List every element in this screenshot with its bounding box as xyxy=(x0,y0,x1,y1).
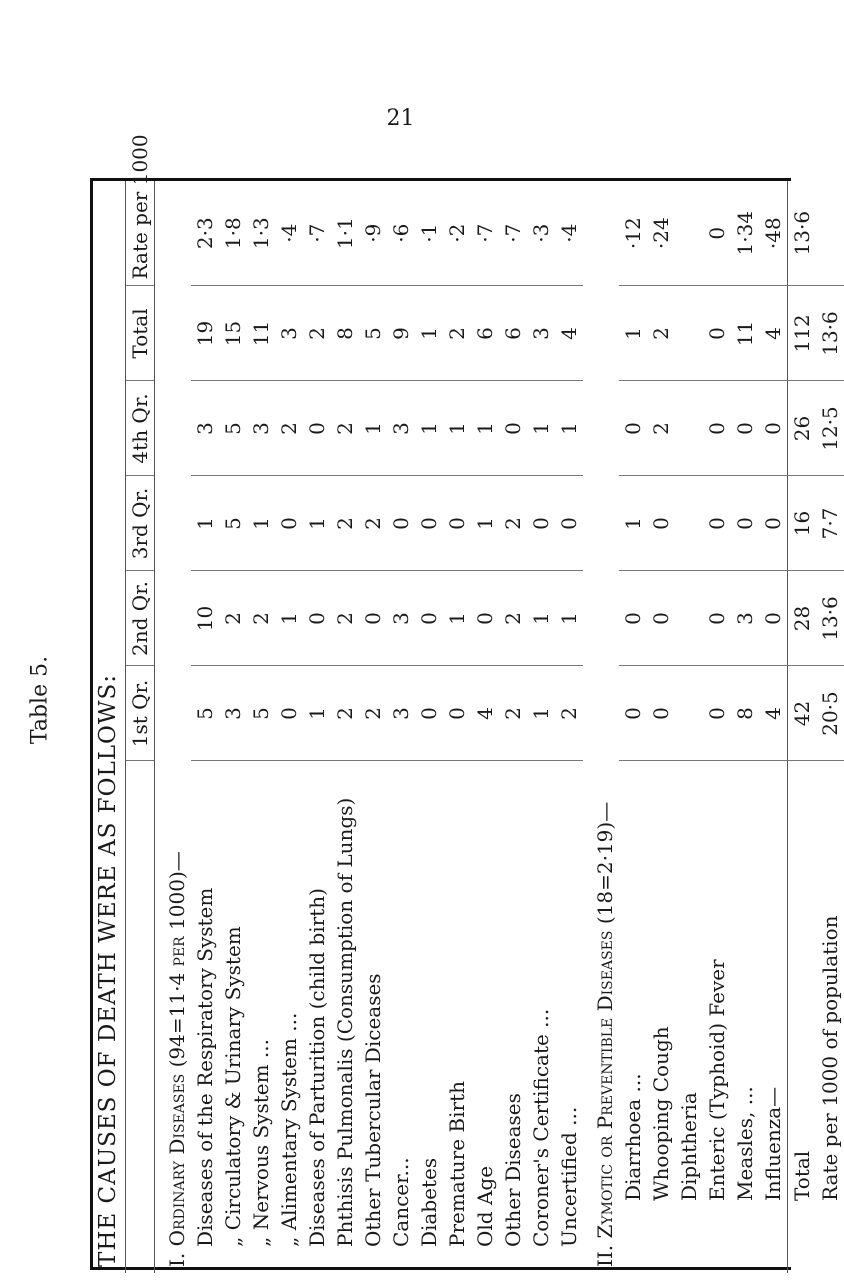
cell-rate: 13·6 xyxy=(787,181,816,286)
cell-q2: 0 xyxy=(703,571,731,666)
table-row xyxy=(499,181,527,1273)
table-row xyxy=(359,181,387,1273)
cell-q1: 5 xyxy=(247,666,275,761)
col-header-q3: 3rd Qr. xyxy=(125,476,154,571)
table-row xyxy=(647,181,675,1273)
cell-total: 11 xyxy=(731,286,759,381)
cell-q2: 13·6 xyxy=(816,571,844,666)
cell-q3: 0 xyxy=(555,476,583,571)
cell-q2: 10 xyxy=(191,571,219,666)
cell-q1: 1 xyxy=(527,666,555,761)
cell-rate xyxy=(675,181,703,286)
cell-total: 1 xyxy=(619,286,647,381)
cell-q1: 2 xyxy=(499,666,527,761)
cell-q1: 4 xyxy=(471,666,499,761)
cell-q2: 0 xyxy=(759,571,788,666)
cell-q4: 3 xyxy=(247,381,275,476)
table-row xyxy=(731,181,759,1273)
col-header-total: Total xyxy=(125,286,154,381)
cell-q1: 3 xyxy=(387,666,415,761)
table-row xyxy=(387,181,415,1273)
cell-rate: ·6 xyxy=(387,181,415,286)
cell-q3: 0 xyxy=(759,476,788,571)
col-header-q2: 2nd Qr. xyxy=(125,571,154,666)
cell-q3: 0 xyxy=(415,476,443,571)
cell-q1: 42 xyxy=(787,666,816,761)
cell-total: 5 xyxy=(359,286,387,381)
cell-q3: 1 xyxy=(619,476,647,571)
col-header-q1: 1st Qr. xyxy=(125,666,154,761)
cell-total: 9 xyxy=(387,286,415,381)
table-row xyxy=(275,181,303,1273)
cell-total: 0 xyxy=(703,286,731,381)
cell-rate: ·4 xyxy=(555,181,583,286)
cell-q4 xyxy=(675,381,703,476)
cell-q2: 2 xyxy=(499,571,527,666)
table-row xyxy=(415,181,443,1273)
cell-q1: 2 xyxy=(359,666,387,761)
col-header-q4: 4th Qr. xyxy=(125,381,154,476)
cell-total: 2 xyxy=(303,286,331,381)
cell-q3: 2 xyxy=(331,476,359,571)
cell-q4: 0 xyxy=(759,381,788,476)
cell-q2: 2 xyxy=(331,571,359,666)
cell-q4: 2 xyxy=(331,381,359,476)
cell-rate: ·3 xyxy=(527,181,555,286)
cell-q2: 2 xyxy=(247,571,275,666)
cell-rate: ·7 xyxy=(499,181,527,286)
table-row xyxy=(555,181,583,1273)
cell-total: 6 xyxy=(471,286,499,381)
cell-q4: 3 xyxy=(387,381,415,476)
cell-q1 xyxy=(675,666,703,761)
cell-q4: 1 xyxy=(415,381,443,476)
side-caption-text: Table 5. xyxy=(27,655,53,745)
table-row xyxy=(675,181,703,1273)
cell-total: 6 xyxy=(499,286,527,381)
cell-q1: 0 xyxy=(647,666,675,761)
cell-rate: ·1 xyxy=(415,181,443,286)
cell-q1: 0 xyxy=(703,666,731,761)
cell-q4: 2 xyxy=(275,381,303,476)
row-label: Rate per 1000 of population xyxy=(817,915,842,1201)
cell-q2 xyxy=(675,571,703,666)
cell-q2: 1 xyxy=(555,571,583,666)
table-row xyxy=(527,181,555,1273)
cell-rate: ·2 xyxy=(443,181,471,286)
row-label: Enteric (Typhoid) Fever xyxy=(704,959,729,1201)
cell-q3: 1 xyxy=(303,476,331,571)
cell-rate: 1·3 xyxy=(247,181,275,286)
cell-rate: 1·34 xyxy=(731,181,759,286)
row-label: Total xyxy=(787,761,816,1273)
causes-of-death-table xyxy=(93,134,844,1273)
cell-total: 4 xyxy=(555,286,583,381)
cell-q4: 1 xyxy=(443,381,471,476)
cell-q2: 2 xyxy=(219,571,247,666)
col-header-label xyxy=(125,761,154,1273)
cell-rate: ·48 xyxy=(759,181,788,286)
row-label: Cancer... xyxy=(388,1157,413,1247)
cell-q2: 0 xyxy=(359,571,387,666)
row-label: Premature Birth xyxy=(444,1081,469,1247)
cell-total: 2 xyxy=(647,286,675,381)
cell-total: 15 xyxy=(219,286,247,381)
cell-q3: 0 xyxy=(275,476,303,571)
cell-total: 19 xyxy=(191,286,219,381)
table-row xyxy=(331,181,359,1273)
cell-rate: ·7 xyxy=(471,181,499,286)
cell-q1: 5 xyxy=(191,666,219,761)
table-row xyxy=(471,181,499,1273)
cell-rate: 2·3 xyxy=(191,181,219,286)
row-label: Diseases of Parturition (child birth) xyxy=(304,888,329,1247)
row-label: Diphtheria xyxy=(676,1092,701,1201)
cell-q2: 1 xyxy=(443,571,471,666)
cell-rate xyxy=(816,181,844,286)
cell-q2: 0 xyxy=(415,571,443,666)
cell-total: 112 xyxy=(787,286,816,381)
row-label: Old Age xyxy=(472,1165,497,1247)
row-label: „ Nervous System ... xyxy=(248,1039,273,1247)
cell-q3: 0 xyxy=(443,476,471,571)
cell-q1: 0 xyxy=(415,666,443,761)
cell-q4: 0 xyxy=(303,381,331,476)
row-label: Other Tubercular Diceases xyxy=(360,973,385,1247)
cell-total: 3 xyxy=(527,286,555,381)
cell-q1: 0 xyxy=(443,666,471,761)
row-label: Other Diseases xyxy=(500,1093,525,1247)
page-number: 21 xyxy=(386,106,415,131)
table-body xyxy=(154,181,844,1273)
col-header-rate: Rate per 1000 xyxy=(125,181,154,286)
cell-q4: 0 xyxy=(731,381,759,476)
cell-q2: 0 xyxy=(619,571,647,666)
table-row xyxy=(247,181,275,1273)
cell-q2: 3 xyxy=(387,571,415,666)
side-caption xyxy=(18,0,62,1287)
cell-q2: 3 xyxy=(731,571,759,666)
table-row xyxy=(303,181,331,1273)
table-row xyxy=(443,181,471,1273)
section-heading-zymotic: II. Zymotic or Preventible Diseases (18=2·19)— xyxy=(592,801,617,1267)
cell-q1: 3 xyxy=(219,666,247,761)
cell-q1: 2 xyxy=(331,666,359,761)
cell-q4: 5 xyxy=(219,381,247,476)
row-label: „ Circulatory & Urinary System xyxy=(220,926,245,1247)
cell-q3: 2 xyxy=(359,476,387,571)
row-label: Whooping Cough xyxy=(648,1026,673,1201)
table-title: THE CAUSES OF DEATH WERE AS FOLLOWS: xyxy=(93,181,125,1273)
row-label: Influenza— xyxy=(760,1086,785,1201)
row-label: Diarrhoea ... xyxy=(620,1073,645,1201)
rotated-table-container xyxy=(93,134,842,1273)
cell-q3: 1 xyxy=(191,476,219,571)
cell-q1: 0 xyxy=(275,666,303,761)
cell-q1: 20·5 xyxy=(816,666,844,761)
cell-rate: ·12 xyxy=(619,181,647,286)
cell-q3: 2 xyxy=(499,476,527,571)
table-row xyxy=(759,181,788,1273)
cell-q1: 4 xyxy=(759,666,788,761)
cell-q3: 0 xyxy=(387,476,415,571)
cell-q4: 1 xyxy=(359,381,387,476)
cell-q1: 8 xyxy=(731,666,759,761)
table-row xyxy=(191,181,219,1273)
total-row xyxy=(787,181,816,1273)
cell-q3: 0 xyxy=(703,476,731,571)
cell-q2: 1 xyxy=(275,571,303,666)
table-row xyxy=(703,181,731,1273)
cell-total: 2 xyxy=(443,286,471,381)
cell-q2: 1 xyxy=(527,571,555,666)
cell-q3: 0 xyxy=(647,476,675,571)
section-heading-zymotic-row xyxy=(583,181,619,1273)
cell-q4: 26 xyxy=(787,381,816,476)
rate-row xyxy=(816,181,844,1273)
cell-q3: 16 xyxy=(787,476,816,571)
cell-q2: 0 xyxy=(471,571,499,666)
cell-rate: ·24 xyxy=(647,181,675,286)
row-label: Diseases of the Respiratory System xyxy=(192,887,217,1247)
cell-q3: 7·7 xyxy=(816,476,844,571)
cell-total: 8 xyxy=(331,286,359,381)
cell-total: 3 xyxy=(275,286,303,381)
row-label: Phthisis Pulmonalis (Consumption of Lungs) xyxy=(332,797,357,1247)
cell-q4: 1 xyxy=(555,381,583,476)
table-row xyxy=(219,181,247,1273)
cell-q4: 12·5 xyxy=(816,381,844,476)
cell-q3 xyxy=(675,476,703,571)
cell-q2: 28 xyxy=(787,571,816,666)
cell-total: 1 xyxy=(415,286,443,381)
row-label: Diabetes xyxy=(416,1157,441,1247)
row-label: Coroner's Certificate ... xyxy=(528,1008,553,1247)
cell-rate: 0 xyxy=(703,181,731,286)
cell-total: 4 xyxy=(759,286,788,381)
cell-rate: ·7 xyxy=(303,181,331,286)
cell-q3: 0 xyxy=(731,476,759,571)
cell-q2: 0 xyxy=(647,571,675,666)
cell-q4: 3 xyxy=(191,381,219,476)
cell-q4: 0 xyxy=(499,381,527,476)
cell-q3: 1 xyxy=(471,476,499,571)
cell-q3: 1 xyxy=(247,476,275,571)
cell-q4: 0 xyxy=(619,381,647,476)
cell-q2: 0 xyxy=(303,571,331,666)
cell-q4: 2 xyxy=(647,381,675,476)
cell-q3: 5 xyxy=(219,476,247,571)
cell-q4: 1 xyxy=(471,381,499,476)
section-heading-ordinary: I. Ordinary Diseases (94=11·4 per 1000)— xyxy=(164,851,189,1267)
cell-q3: 0 xyxy=(527,476,555,571)
cell-rate: ·4 xyxy=(275,181,303,286)
cell-rate: 1·1 xyxy=(331,181,359,286)
table-frame xyxy=(90,134,842,1270)
row-label: Uncertified ... xyxy=(556,1106,581,1247)
cell-total xyxy=(675,286,703,381)
cell-total: 13·6 xyxy=(816,286,844,381)
cell-q4: 0 xyxy=(703,381,731,476)
cell-q1: 1 xyxy=(303,666,331,761)
cell-q4: 1 xyxy=(527,381,555,476)
row-label: „ Alimentary System ... xyxy=(276,1012,301,1247)
cell-total: 11 xyxy=(247,286,275,381)
cell-rate: 1·8 xyxy=(219,181,247,286)
table-row xyxy=(619,181,647,1273)
cell-rate: ·9 xyxy=(359,181,387,286)
cell-q1: 2 xyxy=(555,666,583,761)
row-label: Measles, ... xyxy=(732,1086,757,1201)
cell-q1: 0 xyxy=(619,666,647,761)
